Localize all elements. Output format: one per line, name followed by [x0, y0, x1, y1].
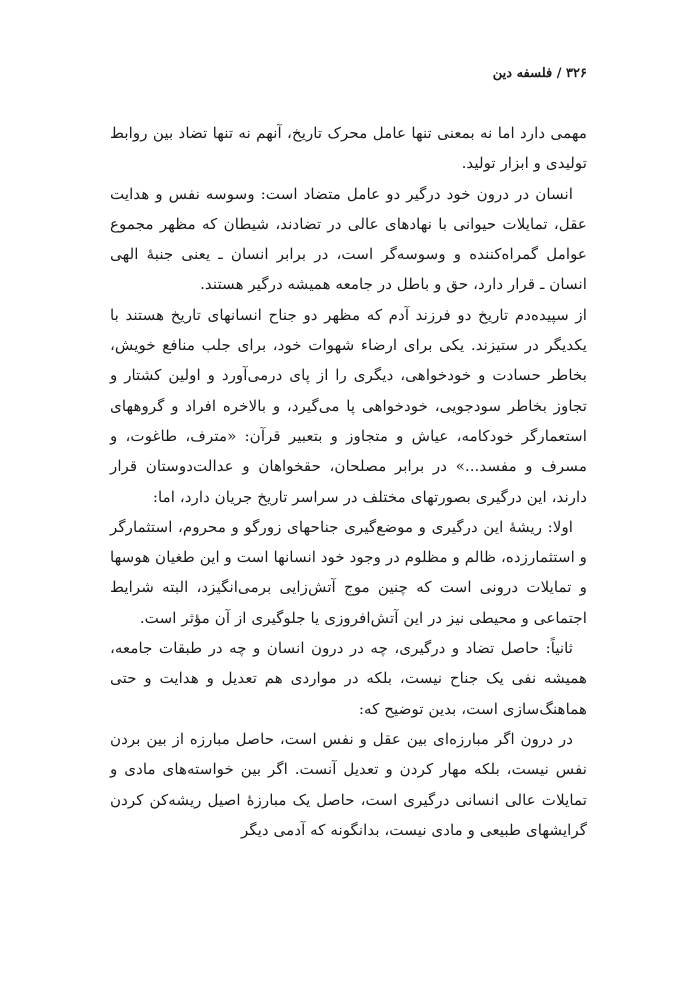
paragraph-4: اولا: ریشهٔ این درگیری و موضع‌گیری جناحهای زورگو و محروم، استثمارگر و استثمارزده، ظالم و مظلوم در وجود خود انسانها است و این طغیان هوسها و تمایلات درونی است که چنین موج آتش‌زایی برمی‌انگیزد، البته شرایط اجتماعی و محیطی نیز در این آتش‌افروزی یا جلوگیری از آن مؤثر است. [110, 517, 587, 627]
paragraph-1: مهمی دارد اما نه بمعنی تنها عامل محرک تاریخ، آنهم نه تنها تضاد بین روابط تولیدی و ابزار تولید. [110, 124, 587, 173]
paragraph-6: در درون اگر مبارزه‌ای بین عقل و نفس است، حاصل مبارزه از بین بردن نفس نیست، بلکه مهار کردن و تعدیل آنست. اگر بین خواسته‌های مادی و تمایلات عالی انسانی درگیری است، حاصل یک مبارزهٔ اصیل ریشه‌کن کردن گرایشهای طبیعی و مادی نیست، بدانگونه که آدمی دیگر [110, 729, 587, 839]
paragraph-2: انسان در درون خود درگیر دو عامل متضاد است: وسوسه نفس و هدایت عقل، تمایلات حیوانی با نهادهای عالی در تضادند، شیطان که مظهر مجموع عوامل گمراه‌کننده و وسوسه‌گر است، در برابر انسان ـ یعنی جنبهٔ الهی انسان ـ قرار دارد، حق و باطل در جامعه همیشه درگیر هستند. [110, 184, 587, 294]
page-header [493, 66, 587, 81]
paragraph-5: ثانیاً: حاصل تضاد و درگیری، چه در درون انسان و چه در طبقات جامعه، همیشه نفی یک جناح نیست، بلکه در مواردی هم تعدیل و هدایت و حتی هماهنگ‌سازی است، بدین توضیح که: [110, 639, 587, 718]
page-body [110, 118, 587, 845]
book-title: فلسفه دین [492, 66, 553, 81]
page-number: ۳۲۶ [566, 66, 587, 81]
paragraph-3: از سپیده‌دم تاریخ دو فرزند آدم که مظهر دو جناح انسانهای تاریخ هستند با یکدیگر در ستیزند. یکی برای ارضاء شهوات خود، برای جلب منافع خویش، بخاطر حسادت و خودخواهی، دیگری را از پای درمی‌آورد و اولین کشتار و تجاوز بخاطر سودجویی، خودخواهی پا می‌گیرد، و بالاخره افراد و گروههای استعمارگر خودکامه، عیاش و متجاوز و بتعبیر قرآن: «مترف، طاغوت، و مسرف و مفسد...» در برابر مصلحان، حقخواهان و عدالت‌دوستان قرار دارند، این درگیری بصورتهای مختلف در سراسر تاریخ جریان دارد، اما: [110, 305, 587, 506]
header-separator: / [556, 66, 562, 81]
